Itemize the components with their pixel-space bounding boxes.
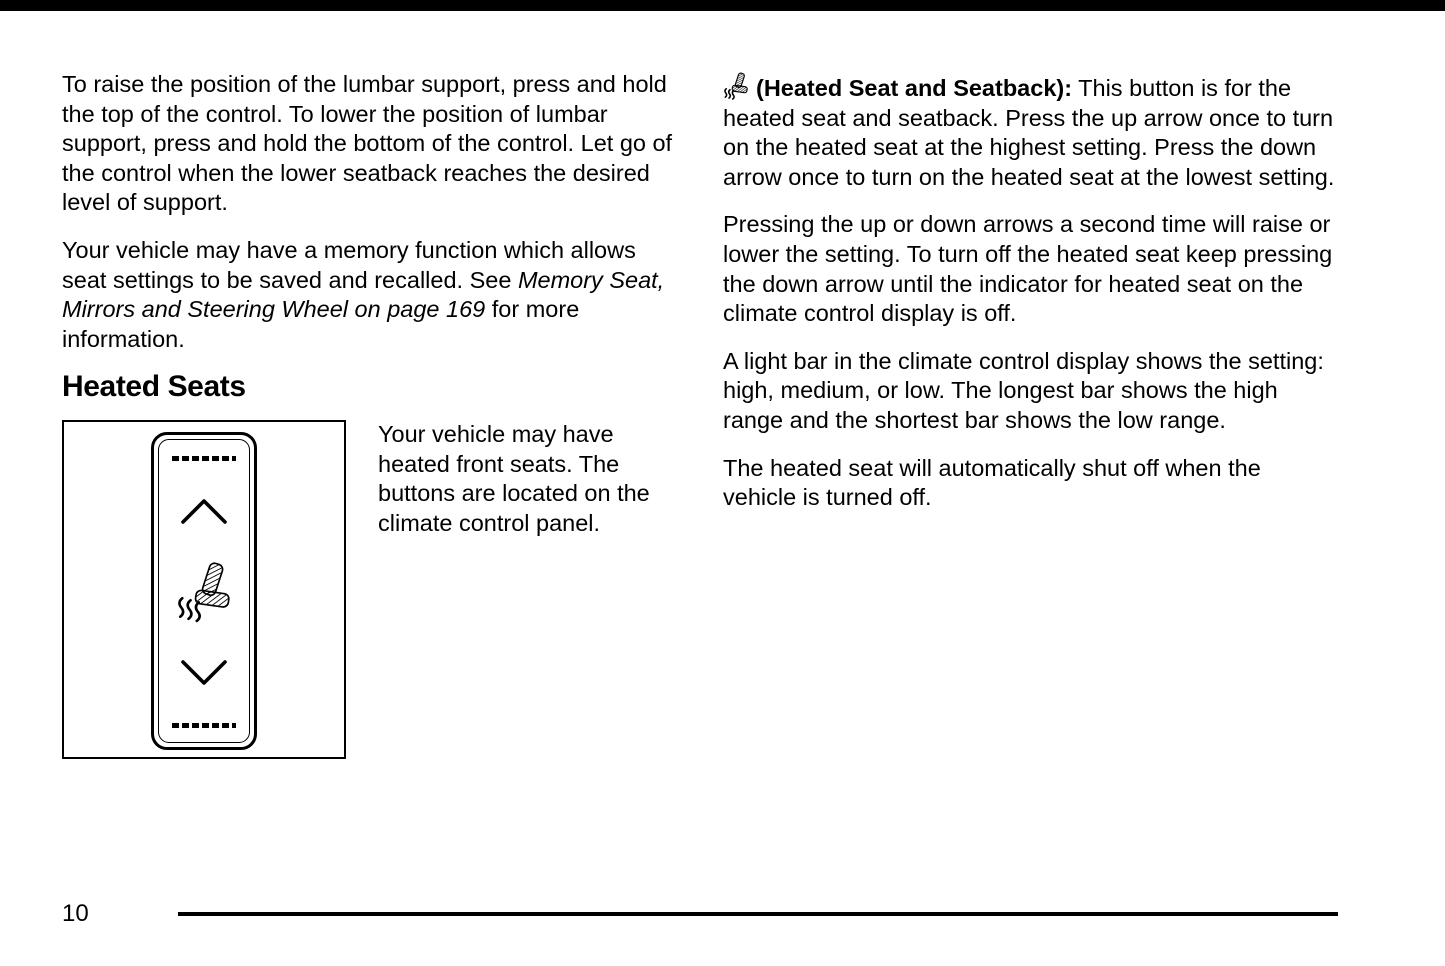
heated-seat-inline-icon — [723, 72, 749, 100]
footer-rule — [178, 912, 1338, 916]
memory-reference-title: Memory Seat, Mirrors and Steering Wheel on page 169 — [62, 266, 665, 323]
heated-seats-figure-row — [62, 420, 682, 759]
memory-paragraph — [62, 236, 682, 354]
light-bar-paragraph: A light bar in the climate control display shows the setting: high, medium, or low. The longest bar shows the high range and the shortest bar shows the low range. — [723, 347, 1324, 433]
top-black-bar — [0, 0, 1445, 11]
heated-seat-button-panel-inner — [158, 439, 250, 743]
heated-seats-heading: Heated Seats — [62, 370, 246, 404]
heated-seat-button-panel — [151, 432, 257, 750]
heated-seat-control-figure — [62, 420, 346, 759]
setting-adjust-paragraph: Pressing the up or down arrows a second time will raise or lower the setting. To turn off the heated seat keep pressing the down arrow until the indicator for heated seat on the climate control display is off. — [723, 211, 1333, 327]
down-arrow-icon — [180, 659, 228, 687]
heated-seat-button-paragraph — [723, 72, 1339, 192]
figure-caption: Your vehicle may have heated front seats. The buttons are located on the climate control panel. — [378, 420, 650, 536]
heated-seat-icon — [175, 561, 233, 623]
panel-bottom-dashed-line — [172, 723, 236, 728]
page-number: 10 — [62, 900, 89, 927]
memory-paragraph-start: Your vehicle may have a memory function which allows seat settings to be saved and recalled. See — [62, 236, 636, 293]
memory-paragraph-end: for more information. — [62, 296, 580, 352]
panel-top-dashed-line — [172, 456, 236, 461]
up-arrow-icon — [180, 497, 228, 525]
auto-shutoff-paragraph: The heated seat will automatically shut off when the vehicle is turned off. — [723, 454, 1261, 511]
heated-seat-button-label: (Heated Seat and Seatback): — [756, 75, 1073, 101]
left-column — [62, 70, 682, 759]
heated-seat-button-description: This button is for the heated seat and seatback. Press the up arrow once to turn on the heated seat at the highest setting. Press the down arrow once to turn on the heated seat at the lowest setting. — [723, 75, 1335, 190]
lumbar-paragraph: To raise the position of the lumbar support, press and hold the top of the control. To lower the position of lumbar support, press and hold the bottom of the control. Let go of the control when the lower seatback reaches the desired level of support. — [62, 71, 673, 216]
right-column — [723, 72, 1339, 531]
